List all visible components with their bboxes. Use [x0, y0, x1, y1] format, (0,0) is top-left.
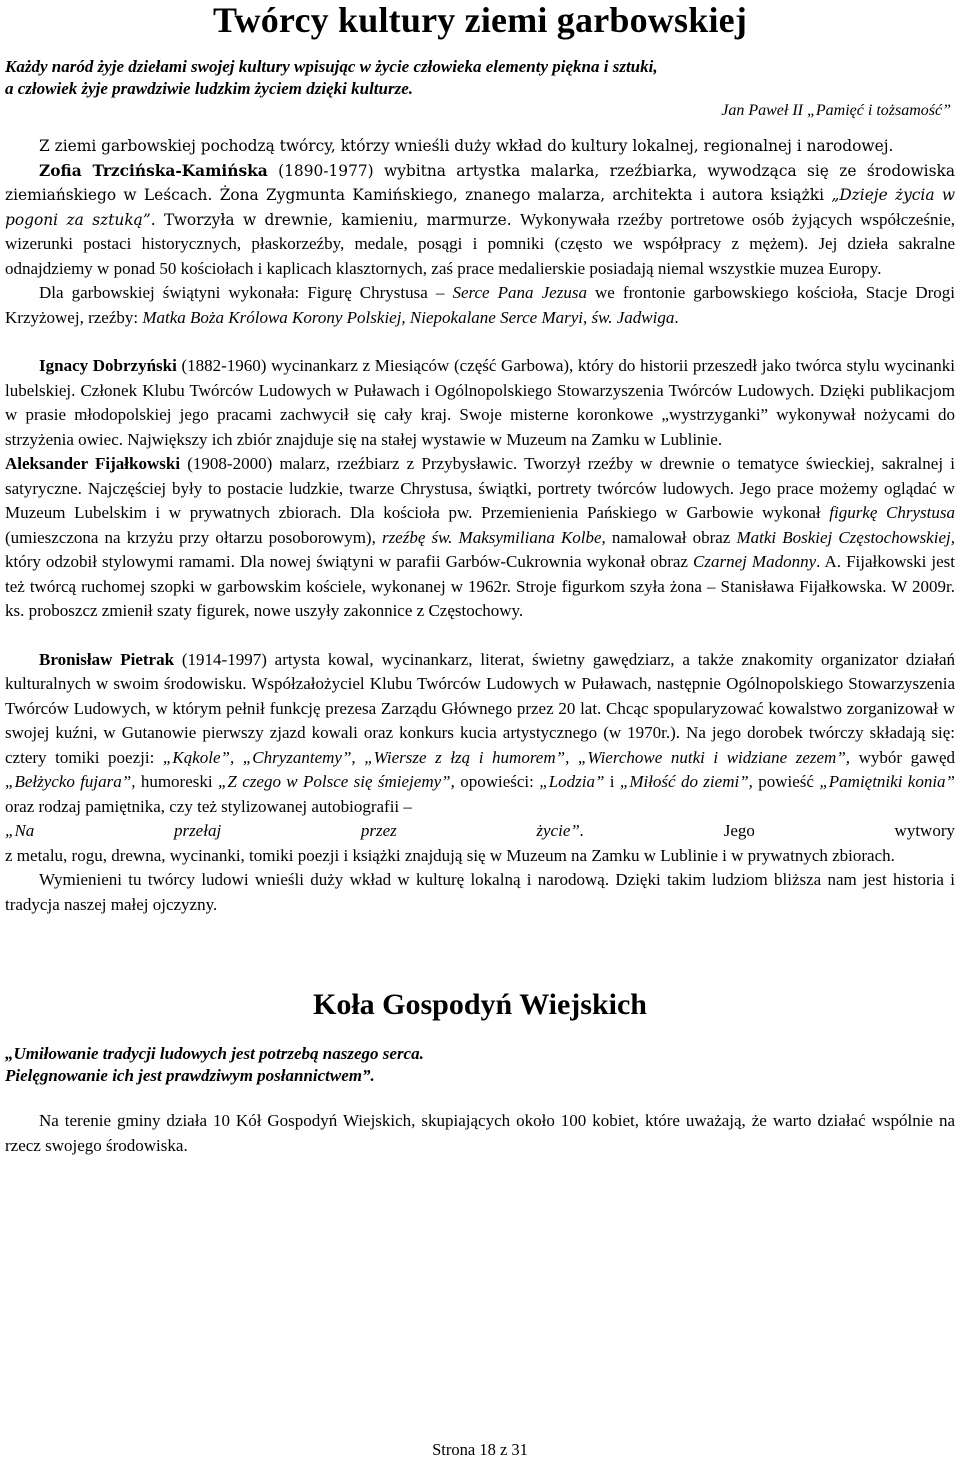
fijalkowski-italic-2: rzeźbę św. Maksymiliana Kolbe, — [381, 527, 606, 547]
kaminska-name: Zofia Trzcińska-Kamińska — [39, 161, 268, 180]
kaminska-book-title: „Dzieje życia w pogoni za sztuką” — [5, 186, 956, 229]
kaminska-text-4: Wykonywała rzeźby portretowe osób żyjących współcześnie, wizerunki postaci historycznych, płaskorzeźby, medale, posągi i pomniki (często we współpracy z mężem). — [5, 209, 955, 253]
intro-paragraph: Z ziemi garbowskiej pochodzą twórcy, którzy wnieśli duży wkład do kultury lokalnej, regionalnej i narodowej. — [39, 137, 894, 155]
kgw-motto-line-1: „Umiłowanie tradycji ludowych jest potrzebą naszego serca. — [5, 1044, 424, 1063]
pietrak-italic-6: „Pamiętniki konia” — [819, 772, 956, 791]
motto-quote — [5, 56, 955, 100]
pietrak-text-5: i — [604, 772, 620, 791]
pietrak-italic-2: „Bełżycko fujara”, — [5, 772, 136, 791]
motto-line-1: Każdy naród żyje dziełami swojej kultury wpisując w życie człowieka elementy piękna i sztuki, — [5, 57, 658, 76]
fijalkowski-text-3: namalował obraz — [605, 527, 737, 547]
fijalkowski-italic-1: figurkę Chrystusa — [829, 503, 955, 522]
pietrak-text-3: humoreski — [135, 772, 218, 791]
kaminska-paragraph — [5, 159, 955, 282]
fijalkowski-text-4: który odzobił stylowymi ramami. Dla nowej świątyni w parafii Garbów-Cukrownia wykonał obraz — [5, 552, 694, 571]
pietrak-text-1: (1914-1997) artysta kowal, wycinankarz, literat, świetny gawędziarz, a także znakomity organizator działań kulturalnych w swoim środowisku. Współzałożyciel Klubu Twórców Ludowych w Puławach, następnie Ogólnopolskiego Stowarzyszenia Twórców Ludowych, w którym pełnił funkcję prezesa Zarządu Głównego przez 20 lat. Chcąc spopularyzować kowalstwo zorganizował w swojej kuźni, w Gutanowie pierwszy zjazd kowali oraz konkurs kucia artystycznego (w 1970r.). Na jego dorobek twórczy składają się: cztery tomiki poezji: — [5, 649, 956, 767]
pietrak-text-2: wybór gawęd — [850, 747, 955, 767]
kaminska-text-2: Żona Zygmunta Kamińskiego, znanego malarza, architekta i autora książki — [219, 186, 832, 204]
dobrzynski-paragraph — [5, 354, 955, 452]
pietrak-italic-3: „Z czego w Polsce się śmiejemy”, — [217, 772, 455, 791]
pietrak-text-4: opowieści: — [454, 772, 540, 791]
fijalkowski-text-2: (umieszczona na krzyżu przy ołtarzu posoborowym), — [5, 527, 382, 547]
fijalkowski-italic-3: Matki Boskiej Częstochowskiej, — [736, 527, 955, 547]
motto-attribution: Jan Paweł II „Pamięć i tożsamość” — [721, 102, 951, 119]
garbow-works-paragraph — [5, 281, 955, 330]
garbow-works-text-2: we frontonie garbowskiego kościoła, Stacje Drogi Krzyżowej, rzeźby: — [5, 283, 956, 327]
page-title: Twórcy kultury ziemi garbowskiej — [212, 0, 748, 40]
kaminska-text-3: . Tworzyła w drewnie, kamieniu, marmurze. — [150, 210, 521, 229]
garbow-works-text-3: . — [674, 307, 679, 327]
kgw-paragraph: Na terenie gminy działa 10 Kół Gospodyń Wiejskich, skupiających około 100 kobiet, które uważają, że warto działać wspólnie na rzecz swojego środowiska. — [5, 1111, 955, 1155]
kgw-motto-line-2: Pielęgnowanie ich jest prawdziwym posłannictwem”. — [5, 1066, 375, 1085]
pietrak-text-8: Jego wytwory — [584, 821, 955, 840]
fijalkowski-text-1: (1908-2000) malarz, rzeźbiarz z Przybysławic. Tworzył rzeźby w drewnie o tematyce świeckiej, sakralnej i satyryczne. Najczęściej były to postacie ludzkie, twarze Chrystusa, świątki, portrety twórców ludowych. Jego prace możemy oglądać w Muzeum Lubelskim i w prywatnych zbiorach. Dla kościoła pw. Przemienienia Pańskiego w Garbowie wykonał — [5, 454, 955, 522]
garbow-works-italic-2: Matka Boża Królowa Korony Polskiej, Niepokalane Serce Maryi, św. Jadwiga — [142, 307, 675, 327]
pietrak-paragraph — [5, 648, 955, 820]
pietrak-italic-7: „Na przełaj przez życie”. — [5, 821, 585, 840]
fijalkowski-italic-4: Czarnej Madonny — [693, 552, 817, 571]
kgw-section-title: Koła Gospodyń Wiejskich — [313, 988, 647, 1021]
kaminska-text-5: Jej dzieła sakralne odnajdziemy w ponad 50 kościołach i kaplicach klasztornych, zaś prace medalierskie posiadają niemal wszystkie muzea Europy. — [5, 234, 955, 278]
closing-paragraph: Wymienieni tu twórcy ludowi wnieśli duży wkład w kulturę lokalną i narodową. Dzięki takim ludziom bliższa nam jest historia i tradycja naszej małej ojczyzny. — [5, 870, 955, 914]
fijalkowski-name: Aleksander Fijałkowski — [5, 454, 181, 473]
motto-line-2: a człowiek żyje prawdziwie ludzkim życiem dzięki kulturze. — [5, 79, 413, 98]
fijalkowski-paragraph — [5, 452, 955, 624]
pietrak-line-wytwory — [5, 819, 955, 844]
pietrak-italic-1: „Kąkole”, „Chryzantemy”, „Wiersze z łzą i humorem”, „Wierchowe nutki i widziane zezem”, — [162, 747, 851, 767]
dobrzynski-text: (1882-1960) wycinankarz z Miesiąców (część Garbowa), który do historii przeszedł jako twórca stylu wycinanki lubelskiej. Członek Klubu Twórców Ludowych w Puławach i Ogólnopolskiego Stowarzyszenia Twórców Ludowych. Dzięki publikacjom w prasie młodopolskiej jego pracami zachwycił się cały kraj. Swoje misterne koronkowe „wystrzyganki” wykonywał nożycami do strzyżenia owiec. Największy ich zbiór znajduje się na stałej wystawie w Muzeum na Zamku w Lublinie. — [5, 356, 955, 449]
kgw-motto — [5, 1043, 955, 1087]
document-page — [5, 0, 955, 1158]
dobrzynski-name: Ignacy Dobrzyński — [39, 356, 177, 375]
pietrak-italic-5: „Miłość do ziemi”, — [619, 772, 753, 791]
pietrak-name: Bronisław Pietrak — [39, 649, 175, 669]
pietrak-continuation: z metalu, rogu, drewna, wycinanki, tomiki poezji i książki znajdują się w Muzeum na Zamku w Lublinie i w prywatnych zbiorach. — [5, 845, 895, 865]
kaminska-text-1: (1890-1977) wybitna artystka malarka, rzeźbiarka, wywodząca się ze środowiska ziemiańskiego w Leścach. — [5, 161, 955, 204]
garbow-works-italic-1: Serce Pana Jezusa — [452, 283, 587, 302]
fijalkowski-text-5: . A. Fijałkowski jest też twórcą ruchomej szopki w garbowskim kościele, wykonanej w 1962r. Stroje figurkom szyła żona – Stanisława Fijałkowska. W 2009r. ks. proboszcz zmienił szaty figurek, nowe uszyły zakonnice z Częstochowy. — [5, 552, 956, 620]
pietrak-text-6: powieść — [752, 772, 820, 791]
page-number-footer: Strona 18 z 31 — [432, 1440, 528, 1459]
garbow-works-text-1: Dla garbowskiej świątyni wykonała: Figurę Chrystusa – — [39, 283, 453, 302]
pietrak-italic-4: „Lodzia” — [539, 772, 605, 791]
pietrak-text-7: oraz rodzaj pamiętnika, czy też stylizowanej autobiografii – — [5, 796, 412, 816]
